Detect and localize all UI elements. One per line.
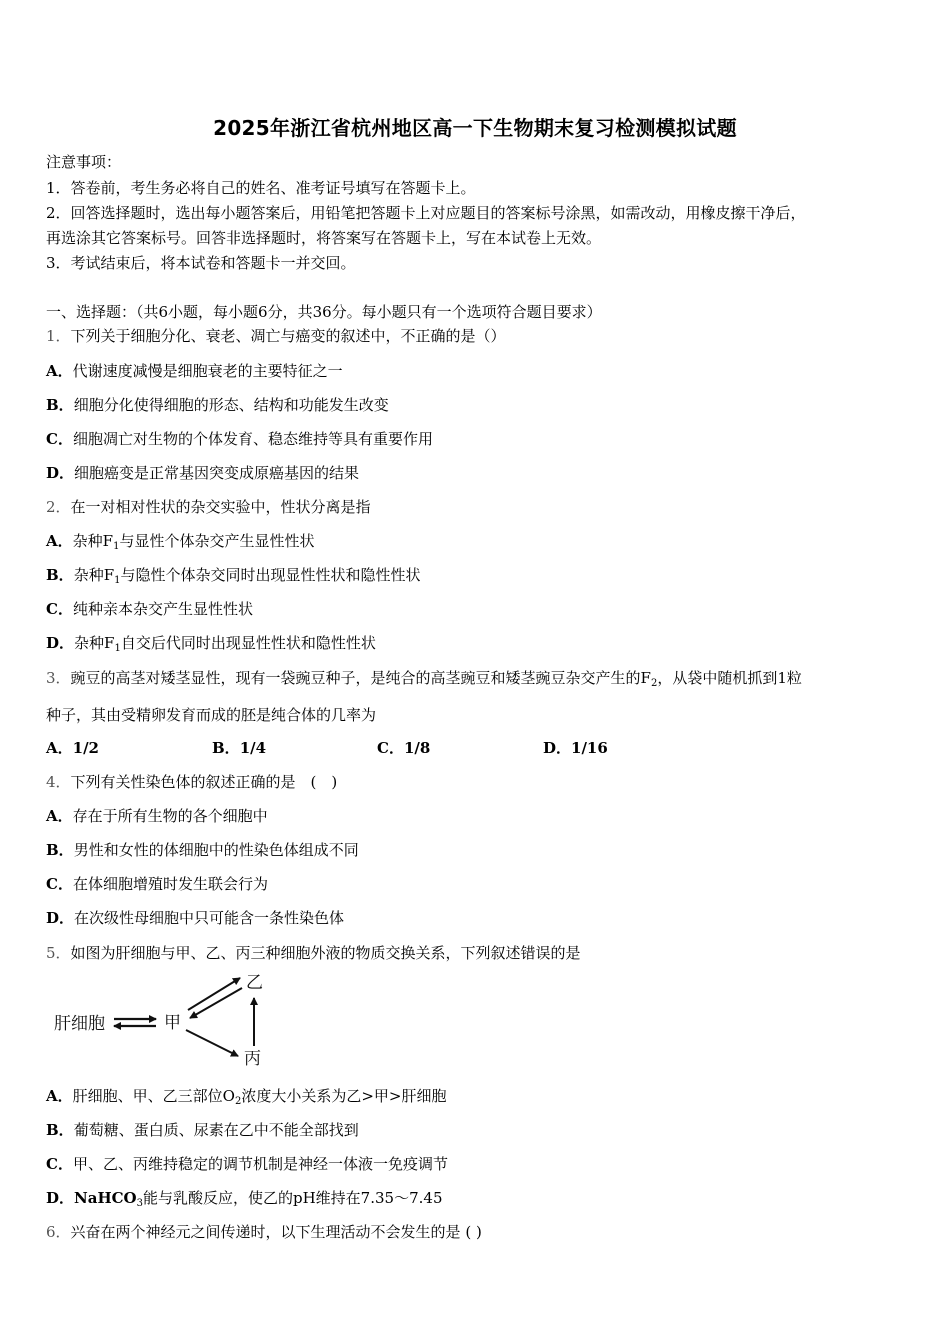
option-label: B． (46, 841, 74, 859)
option-text: 在体细胞增殖时发生联会行为 (72, 875, 268, 893)
option-text: 肝细胞、甲、乙三部位O (72, 1087, 235, 1105)
option-label: A． (46, 362, 73, 380)
option-d (46, 633, 376, 653)
option-label: D． (543, 739, 572, 757)
option-b (46, 565, 421, 585)
option-label: B． (212, 739, 240, 757)
subscript: 3 (136, 1198, 143, 1209)
liver-cell-label: 肝细胞 (54, 1014, 105, 1034)
subscript: 1 (113, 541, 120, 552)
option-text: 存在于所有生物的各个细胞中 (72, 807, 268, 825)
notice-item: 2．回答选择题时，选出每小题答案后，用铅笔把答题卡上对应题目的答案标号涂黑，如需改动，用橡皮擦干净后， (46, 204, 806, 222)
option-text: 杂种F (73, 566, 115, 584)
option-c (46, 429, 433, 449)
question-stem: 豌豆的高茎对矮茎显性，现有一袋豌豆种子，是纯合的高茎豌豆和矮茎豌豆杂交产生的F (70, 669, 651, 687)
question-3-line2: 种子，其由受精卵发育而成的胚是纯合体的几率为 (46, 706, 377, 724)
option-a (46, 806, 268, 826)
option-text: 1/4 (239, 739, 267, 757)
question-number: 4． (46, 773, 71, 791)
option-text: 代谢速度减慢是细胞衰老的主要特征之一 (72, 362, 343, 380)
question-stem: ，从袋中随机抓到1粒 (657, 669, 802, 687)
option-label: D． (46, 909, 75, 927)
option-text: 细胞癌变是正常基因突变成原癌基因的结果 (74, 464, 360, 482)
notice-item: 3．考试结束后，将本试卷和答题卡一并交回。 (46, 254, 356, 272)
question-1 (46, 326, 506, 346)
option-a (46, 361, 343, 381)
option-d (543, 738, 608, 758)
question-number: 6． (46, 1223, 71, 1241)
option-text: 细胞分化使得细胞的形态、结构和功能发生改变 (73, 396, 389, 414)
option-label: C． (377, 739, 404, 757)
question-stem: 下列有关性染色体的叙述正确的是 ( ) (70, 773, 338, 791)
option-label: A． (46, 532, 73, 550)
question-stem: 如图为肝细胞与甲、乙、丙三种细胞外液的物质交换关系，下列叙述错误的是 (70, 944, 581, 962)
option-text: 与隐性个体杂交同时出现显性性状和隐性性状 (120, 566, 421, 584)
subscript: 2 (234, 1096, 242, 1107)
question-number: 2． (46, 498, 71, 516)
option-text: 1/8 (403, 739, 431, 757)
option-label: C． (46, 1155, 73, 1173)
option-text: 1/2 (72, 739, 99, 757)
question-stem: 下列关于细胞分化、衰老、凋亡与癌变的叙述中，不正确的是（） (70, 327, 506, 345)
question-number: 3． (46, 669, 71, 687)
option-text: 浓度大小关系为乙>甲>肝细胞 (241, 1087, 447, 1105)
option-d (46, 1188, 442, 1208)
option-a (46, 738, 99, 758)
option-text: 细胞凋亡对生物的个体发育、稳态维持等具有重要作用 (72, 430, 433, 448)
option-text: 能与乳酸反应，使乙的pH维持在7.35～7.45 (143, 1189, 443, 1207)
question-stem: 兴奋在两个神经元之间传递时，以下生理活动不会发生的是 ( ) (70, 1223, 482, 1241)
option-label: B． (46, 1121, 74, 1139)
option-row (46, 738, 746, 758)
option-b (212, 738, 266, 758)
option-label: A． (46, 807, 73, 825)
option-label: A． (46, 1087, 73, 1105)
page-title: 2025年浙江省杭州地区高一下生物期末复习检测模拟试题 (213, 116, 737, 140)
option-text: 杂种F (74, 634, 115, 652)
option-b (46, 395, 389, 415)
option-text: 甲、乙、丙维持稳定的调节机制是神经一体液一免疫调节 (72, 1155, 448, 1173)
option-text: NaHCO (74, 1189, 137, 1207)
option-text: 杂种F (72, 532, 114, 550)
question-number: 5． (46, 944, 71, 962)
notice-heading: 注意事项： (46, 153, 122, 171)
option-b (46, 840, 359, 860)
option-label: D． (46, 464, 75, 482)
section-heading: 一、选择题：（共6小题，每小题6分，共36分。每小题只有一个选项符合题目要求） (46, 303, 602, 321)
option-c (46, 874, 268, 894)
question-2 (46, 497, 371, 517)
option-text: 自交后代同时出现显性性状和隐性性状 (120, 634, 376, 652)
option-label: D． (46, 1189, 75, 1207)
question-5 (46, 943, 581, 963)
option-text: 与显性个体杂交产生显性性状 (119, 532, 315, 550)
question-6 (46, 1222, 482, 1242)
option-label: C． (46, 430, 73, 448)
subscript: 1 (114, 643, 121, 654)
option-c (46, 1154, 448, 1174)
option-b (46, 1120, 359, 1140)
subscript: 2 (650, 678, 658, 689)
question-stem: 在一对相对性状的杂交实验中，性状分离是指 (70, 498, 371, 516)
option-text: 纯种亲本杂交产生显性性状 (72, 600, 253, 618)
option-label: A． (46, 739, 73, 757)
option-a (46, 531, 314, 551)
option-label: D． (46, 634, 75, 652)
yi-label: 乙 (246, 973, 263, 993)
arrow-jia-to-bing (186, 1030, 238, 1056)
option-text: 葡萄糖、蛋白质、尿素在乙中不能全部找到 (73, 1121, 359, 1139)
option-c (377, 738, 430, 758)
jia-label: 甲 (164, 1013, 181, 1033)
question-4 (46, 772, 337, 792)
option-label: C． (46, 875, 73, 893)
option-label: C． (46, 600, 73, 618)
option-d (46, 463, 359, 483)
option-a (46, 1086, 446, 1106)
notice-item: 再选涂其它答案标号。回答非选择题时，将答案写在答题卡上，写在本试卷上无效。 (46, 229, 602, 247)
option-d (46, 908, 344, 928)
subscript: 1 (114, 575, 121, 586)
option-c (46, 599, 253, 619)
option-text: 1/16 (571, 739, 608, 757)
bing-label: 丙 (244, 1049, 261, 1068)
question-number: 1． (46, 327, 71, 345)
option-text: 男性和女性的体细胞中的性染色体组成不同 (73, 841, 359, 859)
notice-item: 1．答卷前，考生务必将自己的姓名、准考证号填写在答题卡上。 (46, 179, 476, 197)
question-3 (46, 668, 802, 688)
fluid-exchange-diagram (50, 968, 280, 1068)
option-label: B． (46, 566, 74, 584)
option-label: B． (46, 396, 74, 414)
option-text: 在次级性母细胞中只可能含一条性染色体 (74, 909, 345, 927)
